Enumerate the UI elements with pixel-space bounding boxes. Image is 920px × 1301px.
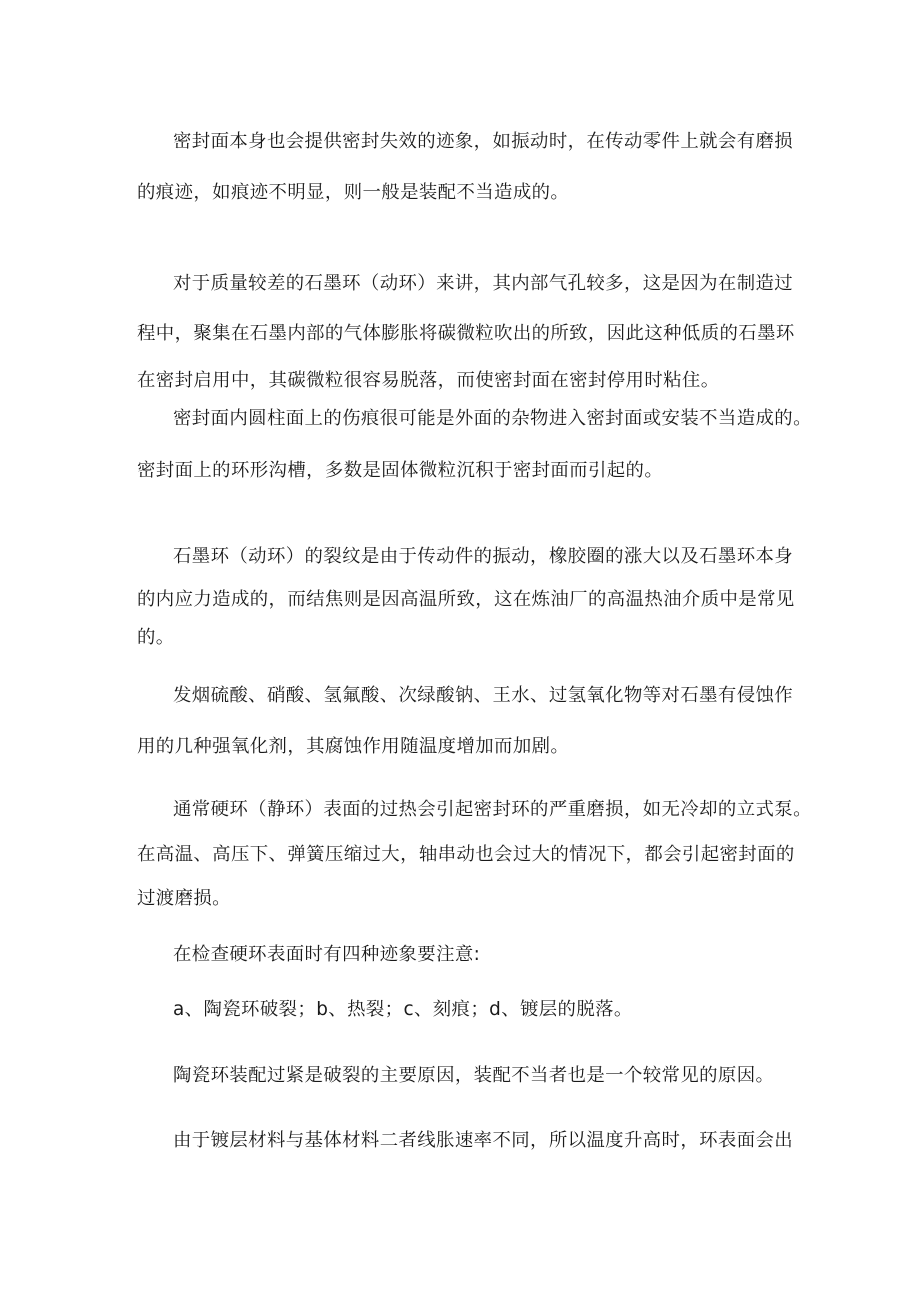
text-line: 密封面上的环形沟槽，多数是固体微粒沉积于密封面而引起的。 [137,460,664,481]
text-line: 程中，聚集在石墨内部的气体膨胀将碳微粒吹出的所致，因此这种低质的石墨环 [137,323,795,344]
text-line: 发烟硫酸、硝酸、氢氟酸、次绿酸钠、王水、过氢氧化物等对石墨有侵蚀作 [173,685,794,706]
text-line: 石墨环（动环）的裂纹是由于传动件的振动，橡胶圈的涨大以及石墨环本身 [173,546,794,567]
text-line: 陶瓷环装配过紧是破裂的主要原因，装配不当者也是一个较常见的原因。 [173,1065,775,1086]
text-line: 的内应力造成的，而结焦则是因高温所致，这在炼油厂的高温热油介质中是常见 [137,589,795,610]
text-line: 的痕迹，如痕迹不明显，则一般是装配不当造成的。 [137,182,570,203]
text-line: 在密封启用中，其碳微粒很容易脱落，而使密封面在密封停用时粘住。 [137,370,720,391]
text-line: 密封面内圆柱面上的伤痕很可能是外面的杂物进入密封面或安装不当造成的。 [173,408,812,429]
text-line: 的。 [137,627,175,648]
text-line: 由于镀层材料与基体材料二者线胀速率不同，所以温度升高时，环表面会出 [173,1130,794,1151]
text-line: 在检查硬环表面时有四种迹象要注意: [173,944,481,965]
text-line: 用的几种强氧化剂，其腐蚀作用随温度增加而加剧。 [137,736,570,757]
text-line: 对于质量较差的石墨环（动环）来讲，其内部气孔较多，这是因为在制造过 [173,273,794,294]
text-line: a、陶瓷环破裂；b、热裂；c、刻痕；d、镀层的脱落。 [173,999,633,1020]
text-line: 密封面本身也会提供密封失效的迹象，如振动时，在传动零件上就会有磨损 [173,131,794,152]
text-line: 过渡磨损。 [137,888,231,909]
text-line: 在高温、高压下、弹簧压缩过大，轴串动也会过大的情况下，都会引起密封面的 [137,844,795,865]
text-line: 通常硬环（静环）表面的过热会引起密封环的严重磨损，如无冷却的立式泵。 [173,799,812,820]
